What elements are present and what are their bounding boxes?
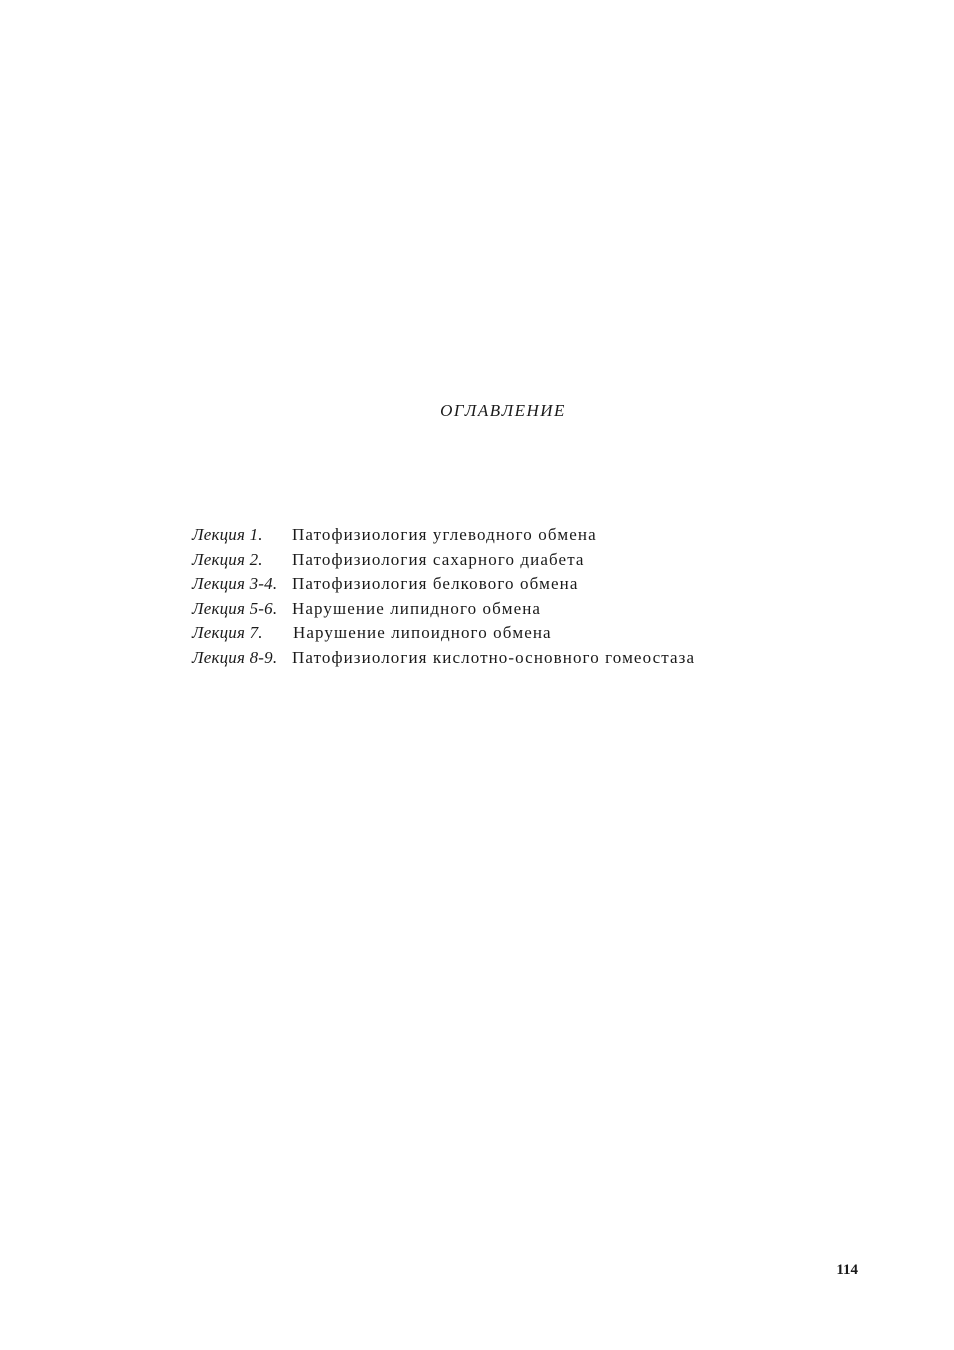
toc-entry [192, 574, 695, 599]
toc-entry-lecture: Лекция 3-4. [192, 574, 278, 594]
toc-entry-title: Патофизиология белкового обмена [292, 574, 579, 594]
toc-entry-lecture: Лекция 8-9. [192, 647, 278, 667]
toc-entry [192, 550, 695, 575]
toc-entry-title: Патофизиология кислотно-основного гомеостаза [292, 647, 696, 667]
toc-list [192, 525, 695, 673]
toc-entry-lecture: Лекция 5-6. [192, 598, 278, 618]
toc-entry-lecture: Лекция 7. [192, 623, 263, 643]
toc-entry-title: Нарушение липоидного обмена [293, 623, 552, 643]
toc-entry [192, 599, 695, 624]
toc-entry-title: Патофизиология углеводного обмена [292, 525, 597, 544]
page-number: 114 [836, 1262, 858, 1278]
toc-entry-lecture: Лекция 2. [192, 549, 263, 569]
toc-entry-lecture: Лекция 1. [192, 525, 263, 544]
toc-heading: ОГЛАВЛЕНИЕ [440, 401, 566, 420]
toc-entry [192, 648, 695, 673]
toc-entry-title: Патофизиология сахарного диабета [292, 549, 585, 569]
toc-entry [192, 623, 695, 648]
toc-entry-title: Нарушение липидного обмена [292, 598, 542, 618]
toc-entry [192, 525, 695, 550]
